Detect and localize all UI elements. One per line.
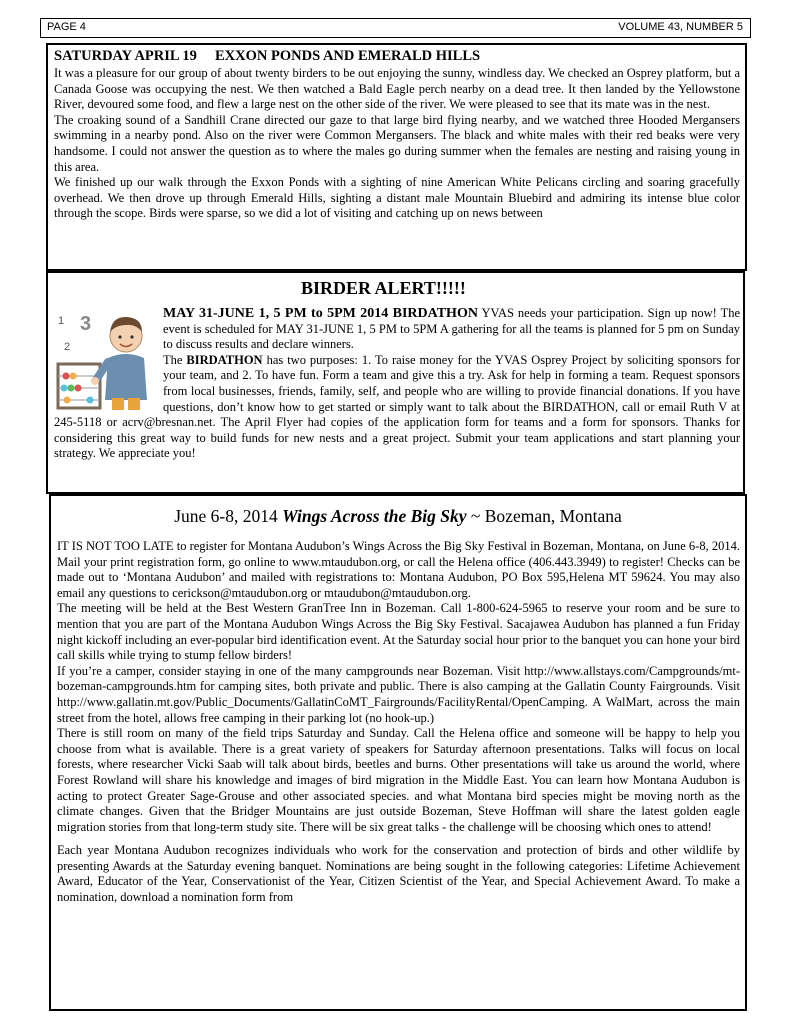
- birder-alert-title: BIRDER ALERT!!!!!: [301, 278, 466, 298]
- birdathon-keyword: BIRDATHON: [186, 352, 263, 367]
- festival-location: ~ Bozeman, Montana: [466, 506, 622, 526]
- volume-number: VOLUME 43, NUMBER 5: [618, 21, 743, 33]
- purpose-pre: The: [163, 352, 187, 367]
- boy-with-abacus-icon: [52, 300, 157, 412]
- birdathon-date: MAY 31-JUNE 1, 5 PM to 5PM 2014 BIRDATHON: [163, 306, 478, 321]
- page-header: [40, 18, 751, 38]
- field-trip-paragraph: The croaking sound of a Sandhill Crane directed our gaze to that large bird flying nearby, and we watched three Hooded Mergansers swimming in a nearby pond. Also on the river were Common Mergansers. The black and white males with their red beaks were very handsome. I could not answer the question as to where the males go during summer when the females are nesting and raising young in this area.: [54, 112, 740, 174]
- digit-three: 3: [80, 313, 92, 335]
- birder-alert-box: [46, 271, 745, 494]
- festival-paragraph: If you’re a camper, consider staying in one of the many campgrounds near Bozeman. Visit http://www.allstays.com/Campgrounds/mt-bozeman-campgrounds.htm for camping sites, both private and public. There is also camping at the Gallatin County Fairgrounds. Visit http://www.gallatin.mt.gov/Public_Documents/GallatinCoMT_Fairgrounds/FacilityRental/OpenCamping. A WalMart, across the main street from the hotel, allows free camping in their parking lot (no hook-up.): [57, 663, 740, 725]
- festival-title: [51, 506, 745, 527]
- festival-paragraph: There is still room on many of the field trips Saturday and Sunday. Call the Helena office and someone will be happy to help you choose from what is available. There is a great variety of speakers for Saturday afternoon presentations. Talks will focus on local forests, where researcher Vicki Saab will talk about birds, beetles and burns. Other presentations will take us around the world, where Forest Rowland will share his knowledge and images of bird migration in the Middle East. You can learn how Montana Audubon is acting to protect Greater Sage-Grouse and other associated species. and what Montana bird species might be moving north as the climate changes. Given that the Bridger Mountains are just outside Bozeman, Steve Hoffman will share the latest golden eagle migration stories from that long-term study site. There will be six great talks - the challenge will be choosing which ones to attend!: [57, 726, 740, 834]
- birdathon-intro-text: YVAS needs your participation. Sign up now! The event is scheduled for MAY 31-JUNE 1, 5 PM to 5PM A gathering for all the teams is planned for 5 pm on Sunday to discuss results and declare winners.: [163, 306, 740, 352]
- festival-paragraph: IT IS NOT TOO LATE to register for Montana Audubon’s Wings Across the Big Sky Festival in Bozeman, Montana, on June 6-8, 2014. Mail your print registration form, go online to www.mtaudubon.org, or call the Helena office (406.443.3949) to register! Checks can be made out to ‘Montana Audubon’ and mailed with registrations to: Montana Audubon, PO Box 595,Helena MT 59624. You may also email any questions to cerickson@mtaudubon.org or mtaudubon@mtaudubon.org.: [57, 539, 740, 600]
- festival-date: June 6-8, 2014: [174, 506, 283, 526]
- festival-paragraph: The meeting will be held at the Best Western GranTree Inn in Bozeman. Call 1-800-624-5965 to reserve your room and be sure to mention that you are part of the Montana Audubon Wings Across the Big Sky Festival. Sacajawea Audubon has planned a fun Friday night kickoff including an ever-popular bird identification event. At the Saturday social hour prior to the banquet you can hone your bird call skills while trying to stump fellow birders!: [57, 601, 740, 663]
- festival-name: Wings Across the Big Sky: [282, 506, 467, 526]
- field-trip-paragraph: It was a pleasure for our group of about twenty birders to be out enjoying the sunny, windless day. We checked an Osprey platform, but a Canada Goose was occupying the nest. We then watched a Bald Eagle perch nearby on a dead tree. It then landed by the Yellowstone River, devoured some food, and flew a large nest on the other side of the river. We were pleased to see that its mate was in the nest.: [54, 66, 740, 112]
- purpose-text: has two purposes: 1. To raise money for the YVAS Osprey Project by soliciting sponsors for your team, and 2. To have fun. Form a team and give this a try. Ask for help in forming a team. Request sponsors from local businesses, friends, family, self, and people who are willing to provide financial donations. If you have questions, don’t know how to get started or simply want to talk about the BIRDATHON, call or email Ruth V at 245-5118 or acrv@bresnan.net. The April Flyer had copies of the application form for teams and a form for sponsors. Thanks for considering this great way to build funds for new nests and a great project. Submit your team applications and start planning your strategy. We appreciate you!: [54, 352, 741, 461]
- page-number: PAGE 4: [47, 21, 86, 33]
- awards-paragraph: Each year Montana Audubon recognizes individuals who work for the conservation and protection of birds and other wildlife by presenting Awards at the Saturday evening banquet. Nominations are being sought in the following categories: Lifetime Achievement Award, Educator of the Year, Conservationist of the Year, Citizen Scientist of the Year, and Special Achievement Award. To make a nomination, download a nomination form from: [57, 843, 740, 905]
- digit-one: 1: [58, 315, 65, 327]
- field-trip-title: SATURDAY APRIL 19 EXXON PONDS AND EMERALD HILLS: [54, 48, 481, 64]
- digit-two: 2: [64, 341, 71, 353]
- wings-festival-article: [49, 494, 747, 1011]
- field-trip-article: [46, 43, 747, 271]
- field-trip-paragraph: We finished up our walk through the Exxon Ponds with a sighting of nine American White Pelicans circling and soaring gracefully overhead. We then drove up through Emerald Hills, sighting a distant male Mountain Bluebird and admiring its intense blue color through the scope. Birds were sparse, so we did a lot of visiting and catching up on news between: [54, 175, 740, 221]
